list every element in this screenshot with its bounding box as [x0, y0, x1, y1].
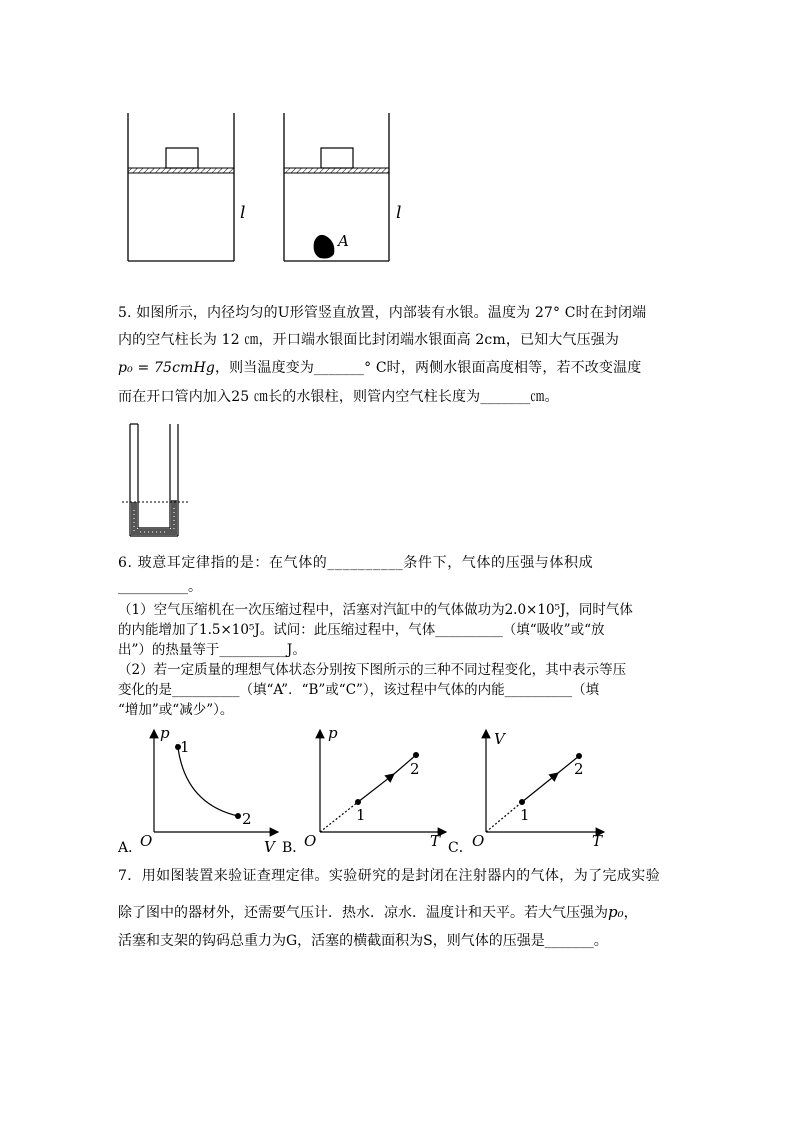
q7-line2-var: p₀ [608, 903, 624, 921]
graph-c-point2: 2 [574, 760, 584, 778]
q7-line2 [118, 902, 638, 923]
q6-sub2-line3: “增加”或“减少”）。 [118, 702, 234, 718]
q7-line2-text: 除了图中的器材外，还需要气压计．热水．凉水．温度计和天平。若大气压强为 [118, 905, 608, 921]
graph-a-y-axis: p [160, 724, 170, 742]
q5-line3-rest: ，则当温度变为_______° C时，两侧水银面高度相等，若不改变温度 [214, 360, 642, 376]
q6-sub1-line3: 出”）的热量等于__________J。 [118, 642, 306, 658]
graph-b-point2: 2 [410, 760, 420, 778]
object-a [314, 235, 335, 259]
q5-line1: 5. 如图所示，内径均匀的U形管竖直放置，内部装有水银。温度为 27° C时在封闭端 [118, 305, 647, 321]
graph-a-origin: O [140, 832, 153, 850]
graph-b-option: B． [282, 840, 307, 856]
graph-b [282, 724, 446, 856]
label-a: A [338, 232, 349, 250]
graph-a-point1: 1 [180, 738, 190, 756]
graph-c-origin: O [472, 832, 485, 850]
q5-line3 [118, 358, 641, 378]
graph-b-origin: O [304, 832, 317, 850]
graph-a [117, 724, 278, 856]
q5-line4: 而在开口管内加入25 ㎝长的水银柱，则管内空气柱长度为_______㎝。 [118, 389, 559, 405]
q5-line2: 内的空气柱长为 12 ㎝，开口端水银面比封闭端水银面高 2cm，已知大气压强为 [118, 332, 620, 348]
graph-b-x-axis: T [430, 832, 441, 850]
label-l-left: l [240, 203, 246, 223]
q7-line2-end: ， [623, 905, 638, 921]
q7-line1: 7．用如图装置来验证查理定律。实验研究的是封闭在注射器内的气体，为了完成实验 [118, 868, 661, 884]
right-cylinder [284, 113, 389, 261]
graph-c-option: C． [448, 840, 473, 856]
q6-sub1-line1: （1）空气压缩机在一次压缩过程中，活塞对汽缸中的气体做功为2.0×10⁵J，同时气体 [118, 602, 633, 618]
graph-b-y-axis: p [328, 724, 338, 742]
graph-b-point1: 1 [356, 806, 366, 824]
q6-sub2-line2: 变化的是__________（填“A”．“B”或“C”），该过程中气体的内能__________（填 [118, 682, 600, 698]
graph-a-option: A． [118, 840, 143, 856]
q7-line3: 活塞和支架的钩码总重力为G，活塞的横截面积为S，则气体的压强是_______。 [118, 933, 608, 949]
q6-sub2-line1: （2）若一定质量的理想气体状态分别按下图所示的三种不同过程变化，其中表示等压 [118, 662, 627, 678]
cylinder-figure [118, 108, 418, 268]
graph-c [448, 730, 604, 856]
graph-c-y-axis: V [494, 730, 505, 748]
u-tube-figure [120, 420, 190, 545]
left-cylinder [128, 113, 234, 261]
graph-c-point1: 1 [520, 806, 530, 824]
q5-formula: p₀ = 75cmHg [118, 360, 215, 376]
graph-a-x-axis: V [264, 838, 275, 856]
label-l-right: l [396, 203, 402, 223]
q6-line1: 6. 玻意耳定律指的是：在气体的__________条件下，气体的压强与体积成 [118, 555, 594, 571]
q6-sub1-line2: 的内能增加了1.5×10⁵J。试问：此压缩过程中，气体__________（填“吸收”或“放 [118, 622, 605, 638]
graph-a-point2: 2 [242, 810, 252, 828]
graphs-figure [112, 722, 612, 857]
graph-c-x-axis: T [592, 832, 603, 850]
q6-line2: __________。 [118, 579, 202, 595]
